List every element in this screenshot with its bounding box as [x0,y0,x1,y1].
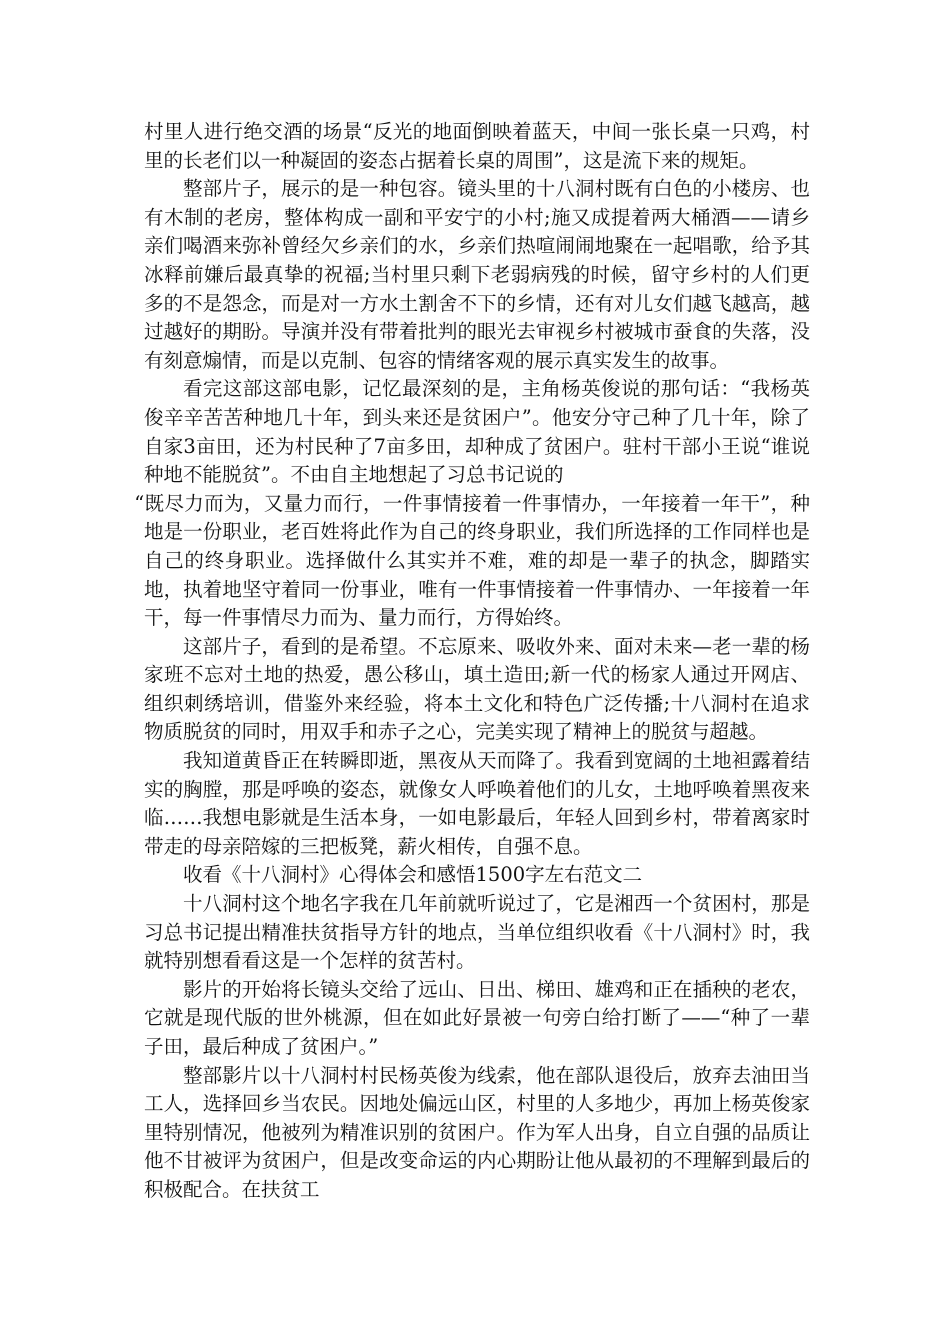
paragraph-4: “既尽力而为，又量力而行，一件事情接着一件事情办，一年接着一年干”，种地是一份职业，老百姓将此作为自己的终身职业，我们所选择的工作同样也是自己的终身职业。选择做什么其实并不难，难的却是一辈子的执念，脚踏实地，执着地坚守着同一份事业，唯有一件事情接着一件事情办、一年接着一年干，每一件事情尽力而为、量力而行，方得始终。 [134,491,810,630]
paragraph-2: 整部片子，展示的是一种包容。镜头里的十八洞村既有白色的小楼房、也有木制的老房，整体构成一副和平安宁的小村;施又成提着两大桶酒——请乡亲们喝酒来弥补曾经欠乡亲们的水，乡亲们热喧闹闹地聚在一起唱歌，给予其冰释前嫌后最真挚的祝福;当村里只剩下老弱病残的时候，留守乡村的人们更多的不是怨念，而是对一方水土割舍不下的乡情，还有对儿女们越飞越高，越过越好的期盼。导演并没有带着批判的眼光去审视乡村被城市蚕食的失落，没有刻意煽情，而是以克制、包容的情绪客观的展示真实发生的故事。 [144,177,810,372]
paragraph-7: 十八洞村这个地名字我在几年前就听说过了，它是湘西一个贫困村，那是习总书记提出精准扶贫指导方针的地点，当单位组织收看《十八洞村》时，我就特别想看看这是一个怎样的贫苦村。 [144,892,810,973]
paragraph-5: 这部片子，看到的是希望。不忘原来、吸收外来、面对未来—老一辈的杨家班不忘对土地的热爱，愚公移山，填土造田;新一代的杨家人通过开网店、组织刺绣培训，借鉴外来经验，将本土文化和特色广泛传播;十八洞村在追求物质脱贫的同时，用双手和赤子之心，完美实现了精神上的脱贫与超越。 [144,634,810,744]
section-heading: 收看《十八洞村》心得体会和感悟1500字左右范文二 [183,863,643,887]
paragraph-6: 我知道黄昏正在转瞬即逝，黑夜从天而降了。我看到宽阔的土地袒露着结实的胸膛，那是呼唤的姿态，就像女人呼唤着他们的儿女，土地呼唤着黑夜来临……我想电影就是生活本身，一如电影最后，年轻人回到乡村，带着离家时带走的母亲陪嫁的三把板凳，薪火相传，自强不息。 [144,749,810,858]
document-body [134,118,810,1205]
paragraph-8: 影片的开始将长镜头交给了远山、日出、梯田、雄鸡和正在插秧的老农，它就是现代版的世外桃源，但在如此好景被一句旁白给打断了——“种了一辈子田，最后种成了贫困户。” [144,977,810,1058]
paragraph-1: 村里人进行绝交酒的场景“反光的地面倒映着蓝天，中间一张长桌一只鸡，村里的长老们以一种凝固的姿态占据着长桌的周围”，这是流下来的规矩。 [144,120,810,172]
paragraph-3: 看完这部这部电影，记忆最深刻的是，主角杨英俊说的那句话：“我杨英俊辛辛苦苦种地几十年，到头来还是贫困户”。他安分守己种了几十年，除了自家3亩田，还为村民种了7亩多田，却种成了贫困户。驻村干部小王说“谁说种地不能脱贫”。不由自主地想起了习总书记说的 [144,377,810,487]
paragraph-9: 整部影片以十八洞村村民杨英俊为线索，他在部队退役后，放弃去油田当工人，选择回乡当农民。因地处偏远山区，村里的人多地少，再加上杨英俊家里特别情况，他被列为精准识别的贫困户。作为军人出身，自立自强的品质让他不甘被评为贫困户，但是改变命运的内心期盼让他从最初的不理解到最后的积极配合。在扶贫工 [144,1063,810,1201]
